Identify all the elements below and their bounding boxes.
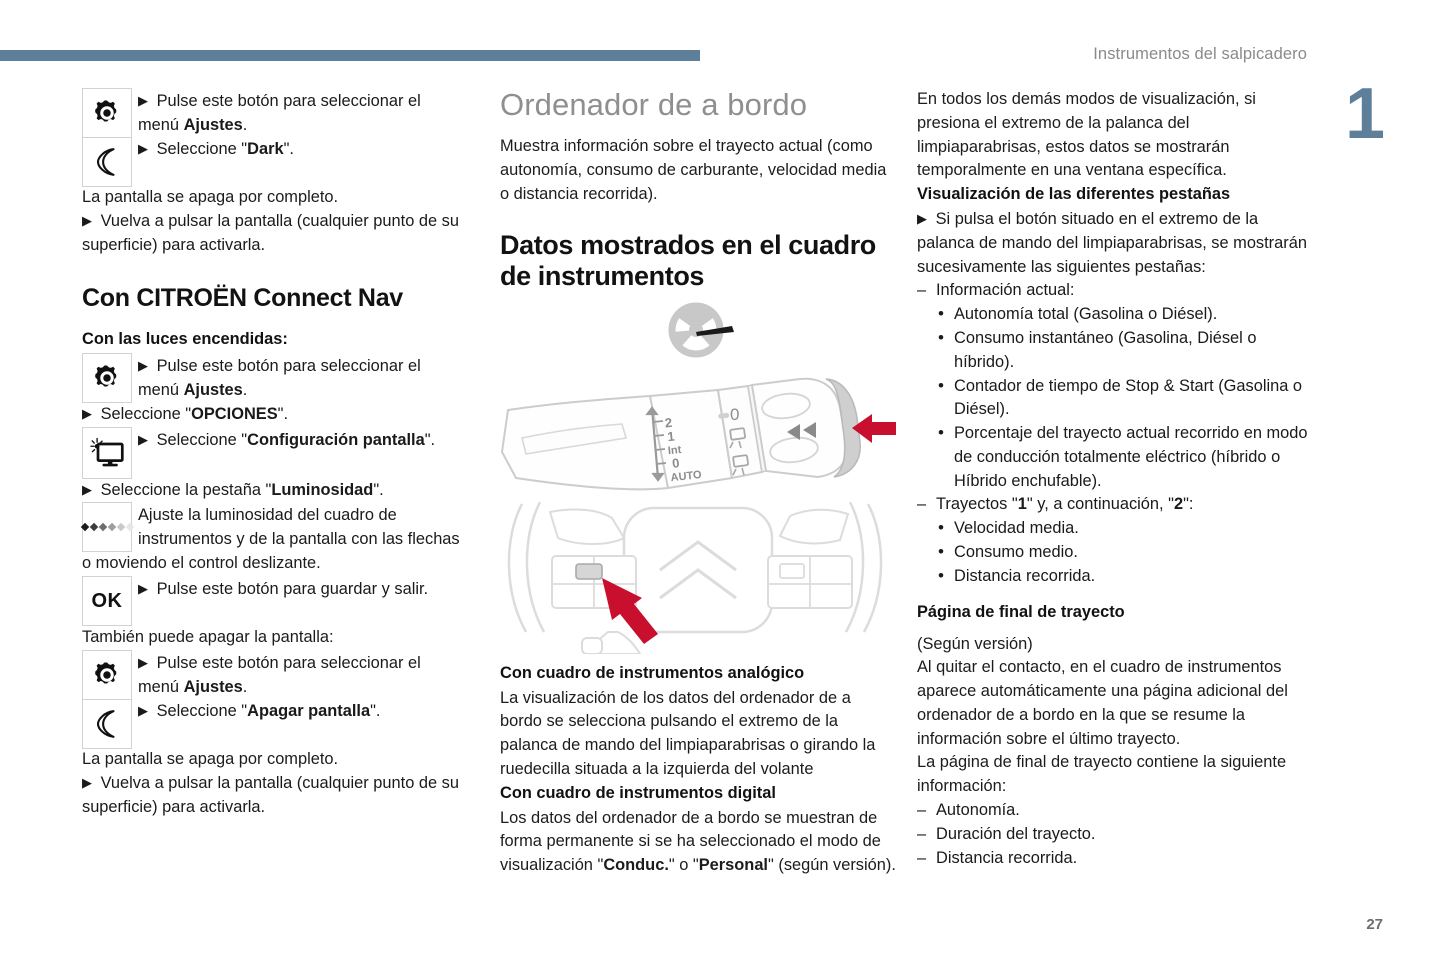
triangle-bullet-icon: ▶	[138, 581, 148, 597]
brightness-adjust-continuation: o moviendo el control deslizante.	[82, 554, 321, 573]
stalk-label-0: 0	[671, 454, 681, 471]
triangle-bullet-icon: ▶	[82, 405, 92, 421]
heading-citroen-connect-nav: Con CITROËN Connect Nav	[82, 284, 403, 313]
steering-wheel-small-icon	[672, 305, 734, 354]
bullet-marker: •	[938, 304, 944, 324]
bullet-marker: •	[938, 565, 944, 585]
dash-marker: –	[917, 848, 927, 867]
heading-pagina-final-trayecto: Página de final de trayecto	[917, 602, 1125, 621]
moon-instruction-line-3: ▶ Seleccione "Apagar pantalla".	[138, 701, 381, 720]
list-item: • Velocidad media.	[936, 517, 1313, 541]
running-header-title: Instrumentos del salpicadero	[1093, 45, 1307, 63]
wiper-stalk-and-steering-wheel-illustration	[500, 302, 896, 654]
middle-column	[500, 88, 896, 878]
list-item: • Consumo medio.	[936, 541, 1313, 565]
moon-instruction-line: ▶ Seleccione "Dark".	[138, 139, 294, 158]
triangle-bullet-icon: ▶	[82, 481, 92, 497]
gear-icon-glyph	[92, 363, 122, 393]
screen-off-note-2: La pantalla se apaga por completo.	[82, 749, 339, 768]
info-actual-sublist	[917, 303, 1313, 493]
gear-icon-glyph	[92, 660, 122, 690]
list-item: • Distancia recorrida.	[936, 565, 1313, 589]
triangle-bullet-icon: ▶	[82, 212, 92, 228]
final-page-items	[917, 799, 1313, 870]
tabs-list	[917, 279, 1313, 303]
bullet-marker: •	[938, 518, 944, 538]
left-column	[82, 88, 478, 819]
page-number: 27	[1366, 916, 1383, 933]
instruction-text-ok: ▶ Pulse este botón para guardar y salir.	[138, 580, 429, 599]
list-item: – Autonomía.	[917, 799, 1313, 823]
list-item: • Autonomía total (Gasolina o Diésel).	[936, 303, 1313, 327]
heading-digital-cluster: Con cuadro de instrumentos digital	[500, 783, 776, 802]
header-rule	[0, 50, 700, 61]
dash-marker: –	[917, 281, 927, 300]
list-item: – Duración del trayecto.	[917, 823, 1313, 847]
gear-icon	[82, 353, 132, 403]
intro-paragraph: Muestra información sobre el trayecto actual (como autonomía, consumo de carburante, velocidad media o distancia recorrida).	[500, 137, 887, 203]
list-item: • Porcentaje del trayecto actual recorrido en modo de conducción totalmente eléctrico (híbrido o Híbrido enchufable).	[938, 423, 1308, 490]
right-column	[917, 88, 1313, 870]
barrel-label-0: 0	[730, 404, 740, 424]
display-brightness-icon	[82, 427, 132, 479]
ok-button-icon	[82, 576, 132, 626]
triangle-bullet-icon: ▶	[917, 211, 927, 227]
gear-instruction-line-3: ▶ Pulse este botón para seleccionar el menú Ajustes.	[138, 653, 421, 696]
text-digital-cluster: Los datos del ordenador de a bordo se muestran de forma permanente si se ha seleccionado el modo de visualización "Conduc." o "Personal" (según versión).	[500, 808, 896, 875]
steering-wheel-drawing	[509, 502, 881, 654]
moon-icon-glyph	[92, 708, 122, 740]
instruction-text-gear-apagar	[138, 650, 478, 723]
list-item-info-actual: – Información actual:	[917, 279, 1313, 303]
page-columns	[0, 88, 1445, 908]
stalk-label-2: 2	[664, 414, 673, 430]
final-page-paragraph-2: La página de final de trayecto contiene la siguiente información:	[917, 753, 1287, 796]
gear-instruction-line: ▶ Pulse este botón para seleccionar el menú Ajustes.	[138, 92, 421, 134]
bullet-marker: •	[938, 375, 944, 395]
instruction-row-ok	[82, 576, 478, 626]
text-analog-cluster: La visualización de los datos del ordenador de a bordo se selecciona pulsando el extremo de la palanca de mando del limpiaparabrisas o girando la ruedecilla situada a la izquierda del volante	[500, 688, 876, 778]
triangle-bullet-icon: ▶	[138, 654, 148, 670]
stalk-label-1: 1	[666, 428, 676, 444]
instruction-row-display-config	[82, 427, 478, 479]
triangle-bullet-icon: ▶	[138, 140, 148, 156]
list-item: • Consumo instantáneo (Gasolina, Diésel o híbrido).	[938, 328, 1257, 371]
ok-button-label: OK	[91, 589, 123, 612]
heading-datos-mostrados: Datos mostrados en el cuadro de instrumentos	[500, 230, 876, 292]
triangle-bullet-icon: ▶	[82, 774, 92, 790]
moon-icon	[82, 699, 132, 749]
gear-icon-glyph	[92, 98, 122, 128]
moon-icon	[82, 137, 132, 187]
bullet-marker: •	[938, 423, 944, 443]
screen-off-note-1: La pantalla se apaga por completo.	[82, 188, 339, 206]
heading-visualizacion-pestanas: Visualización de las diferentes pestañas	[917, 185, 1231, 204]
dash-marker: –	[917, 801, 927, 820]
version-note: (Según versión)	[917, 634, 1033, 653]
page-title-ordenador: Ordenador de a bordo	[500, 87, 808, 122]
instruction-text-gear-dark	[138, 88, 478, 161]
instruction-row-gear-ajustes-2	[82, 353, 478, 403]
bullet-marker: •	[938, 542, 944, 562]
bullet-marker: •	[938, 328, 944, 347]
right-intro-paragraph: En todos los demás modos de visualización, si presiona el extremo de la palanca del limpiaparabrisas, estos datos se mostrarán temporalmente en una ventana específica.	[917, 90, 1256, 180]
triangle-bullet-icon: ▶	[138, 702, 148, 718]
gear-icon	[82, 650, 132, 700]
instruction-text-brightness-adjust: Ajuste la luminosidad del cuadro de instrumentos y de la pantalla con las flechas	[138, 506, 460, 549]
icon-stack-gear-moon-2	[82, 650, 138, 748]
step-select-opciones: ▶ Seleccione "OPCIONES".	[82, 404, 289, 423]
stalk-label-auto: AUTO	[670, 468, 703, 484]
final-page-paragraph-1: Al quitar el contacto, en el cuadro de instrumentos aparece automáticamente una página adicional del ordenador de a bordo en la que se resume la información sobre el último trayecto.	[917, 658, 1288, 748]
subheading-lights-on: Con las luces encendidas:	[82, 329, 288, 348]
instruction-row-brightness-adjust	[82, 502, 478, 552]
heading-analog-cluster: Con cuadro de instrumentos analógico	[500, 663, 805, 682]
tambien-note: También puede apagar la pantalla:	[82, 628, 334, 647]
triangle-bullet-icon: ▶	[138, 93, 148, 108]
moon-icon-glyph	[92, 146, 122, 178]
instruction-text-gear-2: ▶ Pulse este botón para seleccionar el menú Ajustes.	[138, 356, 421, 399]
stalk-label-int: Int	[667, 443, 682, 457]
instruction-row-gear-dark	[82, 88, 478, 186]
icon-stack-gear-moon	[82, 88, 138, 186]
trayectos-list	[917, 493, 1313, 517]
triangle-bullet-icon: ▶	[138, 431, 148, 447]
instruction-row-gear-apagar	[82, 650, 478, 748]
chapter-number: 1	[1344, 74, 1383, 154]
list-item-trayectos: – Trayectos "1" y, a continuación, "2":	[917, 493, 1313, 517]
step-select-luminosidad: ▶ Seleccione la pestaña "Luminosidad".	[82, 480, 384, 499]
list-item: – Distancia recorrida.	[917, 847, 1313, 871]
illustration-svg	[500, 302, 896, 654]
brightness-level-dots-icon	[82, 502, 132, 552]
trayectos-sublist	[917, 517, 1313, 588]
step-press-stalk-button: ▶ Si pulsa el botón situado en el extremo de la palanca de mando del limpiaparabrisas, se mostrarán sucesivamente las siguientes pestañas:	[917, 210, 1307, 276]
display-brightness-icon-glyph	[89, 435, 125, 471]
dash-marker: –	[917, 495, 927, 514]
instruction-text-display-config: ▶ Seleccione "Configuración pantalla".	[138, 430, 436, 449]
gear-icon	[82, 88, 132, 138]
list-item: • Contador de tiempo de Stop & Start (Gasolina o Diésel).	[938, 375, 1303, 419]
dash-marker: –	[917, 824, 927, 843]
reactivate-screen-step-1: ▶ Vuelva a pulsar la pantalla (cualquier punto de su superficie) para activarla.	[82, 211, 459, 254]
brightness-dots-glyph	[82, 524, 133, 530]
reactivate-screen-step-2: ▶ Vuelva a pulsar la pantalla (cualquier punto de su superficie) para activarla.	[82, 773, 459, 816]
triangle-bullet-icon: ▶	[138, 357, 148, 373]
